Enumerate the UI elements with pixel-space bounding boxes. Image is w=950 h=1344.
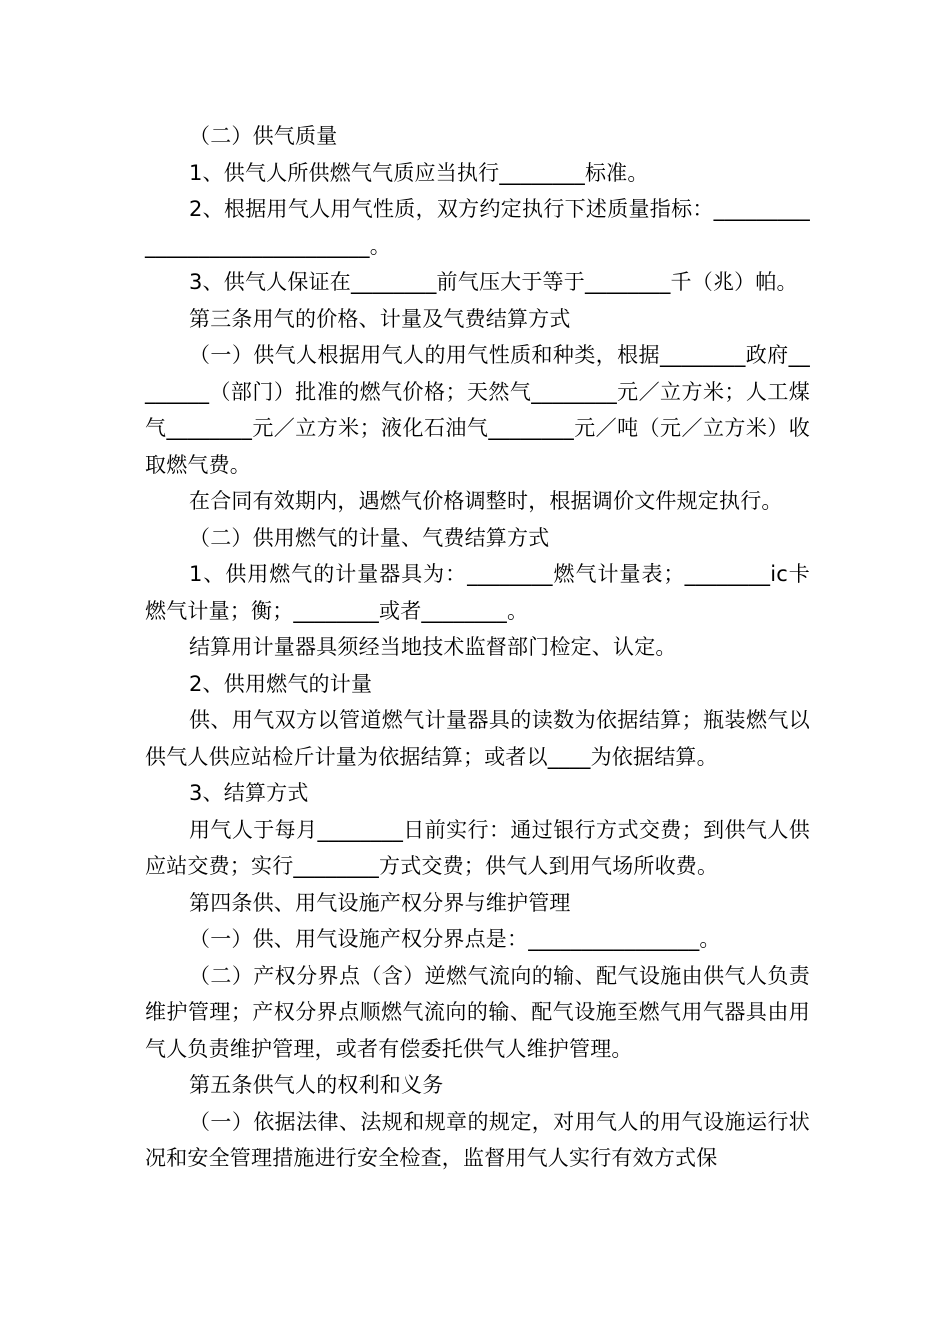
paragraph-gas-pressure: 3、供气人保证在________前气压大于等于________千（兆）帕。 bbox=[189, 270, 798, 294]
paragraph-settlement-methods: 用气人于每月________日前实行：通过银行方式交费；到供气人供应站交费；实行________方式交费；供气人到用气场所收费。 bbox=[145, 817, 810, 878]
paragraph-supply-quality-heading: （二）供气质量 bbox=[189, 124, 338, 148]
document-body bbox=[145, 118, 810, 1177]
paragraph-price-adjustment: 在合同有效期内，遇燃气价格调整时，根据调价文件规定执行。 bbox=[189, 489, 783, 513]
paragraph-metering-settlement-heading: （二）供用燃气的计量、气费结算方式 bbox=[189, 525, 550, 550]
paragraph-article-three-heading: 第三条用气的价格、计量及气费结算方式 bbox=[189, 306, 571, 331]
paragraph-metering-basis: 供、用气双方以管道燃气计量器具的读数为依据结算；瓶装燃气以供气人供应站检斤计量为依据结算；或者以____为依据结算。 bbox=[145, 708, 810, 769]
paragraph-settlement-heading: 3、结算方式 bbox=[189, 781, 309, 805]
paragraph-quality-indicators: 2、根据用气人用气性质，双方约定执行下述质量指标：______________________________。 bbox=[145, 197, 810, 258]
paragraph-gas-quality-standard: 1、供气人所供燃气气质应当执行________标准。 bbox=[189, 160, 649, 185]
paragraph-gas-price: （一）供气人根据用气人的用气性质和种类，根据________政府________（部门）批准的燃气价格；天然气________元／立方米；人工煤气________元／立方米；液化石油气________元／吨（元／立方米）收取燃气费。 bbox=[145, 343, 810, 477]
paragraph-instrument-verification: 结算用计量器具须经当地技术监督部门检定、认定。 bbox=[189, 635, 677, 659]
paragraph-metering-instruments: 1、供用燃气的计量器具为：________燃气计量表；________ic卡燃气计量；衡；________或者________。 bbox=[145, 562, 810, 623]
paragraph-metering-heading: 2、供用燃气的计量 bbox=[189, 671, 373, 696]
paragraph-maintenance-responsibility: （二）产权分界点（含）逆燃气流向的输、配气设施由供气人负责维护管理；产权分界点顺燃气流向的输、配气设施至燃气用气器具由用气人负责维护管理，或者有偿委托供气人维护管理。 bbox=[145, 963, 810, 1061]
paragraph-demarcation-point: （一）供、用气设施产权分界点是：________________。 bbox=[189, 927, 721, 951]
paragraph-safety-inspection: （一）依据法律、法规和规章的规定，对用气人的用气设施运行状况和安全管理措施进行安全检查，监督用气人实行有效方式保 bbox=[145, 1109, 810, 1170]
paragraph-article-five-heading: 第五条供气人的权利和义务 bbox=[189, 1073, 444, 1097]
paragraph-article-four-heading: 第四条供、用气设施产权分界与维护管理 bbox=[189, 890, 571, 915]
